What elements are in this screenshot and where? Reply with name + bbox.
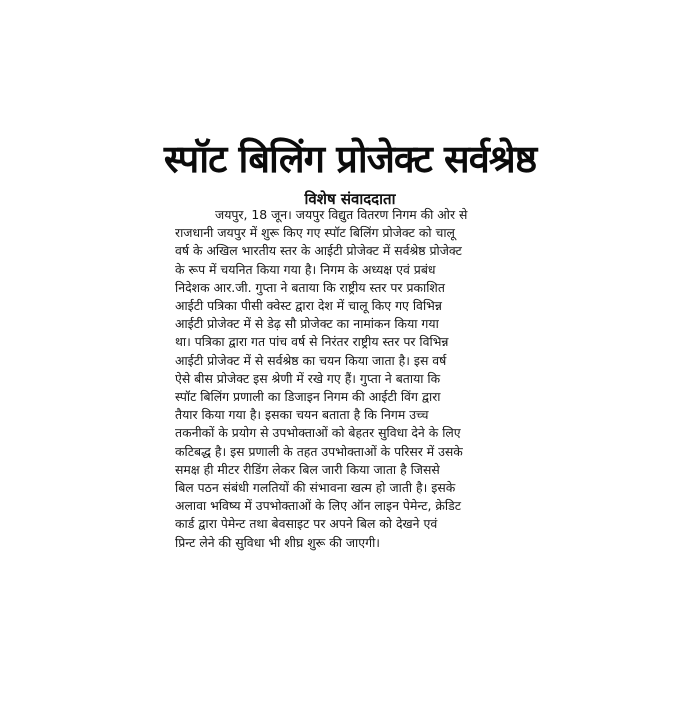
body-line: प्रिन्ट लेने की सुविधा भी शीघ्र शुरू की जाएगी।	[175, 534, 381, 550]
body-line: बिल पठन संबंधी गलतियों की संभावना खत्म हो जाती है। इसके	[175, 480, 456, 496]
body-line: था। पत्रिका द्वारा गत पांच वर्ष से निरंतर राष्ट्रीय स्तर पर विभिन्न	[175, 334, 449, 350]
body-line: जयपुर, 18 जून। जयपुर विद्युत वितरण निगम की ओर से	[215, 207, 468, 222]
body-line: तकनीकों के प्रयोग से उपभोक्ताओं को बेहतर सुविधा देने के लिए	[175, 425, 461, 441]
body-line: तैयार किया गया है। इसका चयन बताता है कि निगम उच्च	[175, 407, 429, 423]
body-line: कटिबद्ध है। इस प्रणाली के तहत उपभोक्ताओं के परिसर में उसके	[175, 443, 463, 459]
body-line: आईटी प्रोजेक्ट में से सर्वश्रेष्ठ का चयन किया जाता है। इस वर्ष	[175, 352, 447, 368]
body-line: राजधानी जयपुर में शुरू किए गए स्पॉट बिलिंग प्रोजेक्ट को चालू	[175, 225, 455, 241]
body-line: वर्ष के अखिल भारतीय स्तर के आईटी प्रोजेक्ट में सर्वश्रेष्ठ प्रोजेक्ट	[175, 243, 462, 259]
body-line: कार्ड द्वारा पेमेन्ट तथा बेवसाइट पर अपने बिल को देखने एवं	[175, 516, 438, 532]
body-line: अलावा भविष्य में उपभोक्ताओं के लिए ऑन लाइन पेमेन्ट, क्रेडिट	[175, 498, 461, 514]
body-line: के रूप में चयनित किया गया है। निगम के अध्यक्ष एवं प्रबंध	[175, 261, 436, 277]
byline: विशेष संवाददाता	[304, 190, 396, 208]
body-line: स्पॉट बिलिंग प्रणाली का डिजाइन निगम की आईटी विंग द्वारा	[175, 389, 441, 405]
body-line: आईटी पत्रिका पीसी क्वेस्ट द्वारा देश में चालू किए गए विभिन्न	[175, 298, 442, 314]
body-line: आईटी प्रोजेक्ट में से डेढ़ सौ प्रोजेक्ट का नामांकन किया गया	[175, 316, 439, 332]
headline: स्पॉट बिलिंग प्रोजेक्ट सर्वश्रेष्ठ	[163, 137, 537, 181]
article-body	[175, 206, 525, 552]
body-line: समक्ष ही मीटर रीडिंग लेकर बिल जारी किया जाता है जिससे	[175, 461, 440, 477]
body-line: निदेशक आर.जी. गुप्ता ने बताया कि राष्ट्रीय स्तर पर प्रकाशित	[175, 279, 445, 295]
body-line: ऐसे बीस प्रोजेक्ट इस श्रेणी में रखे गए हैं। गुप्ता ने बताया कि	[175, 370, 441, 386]
